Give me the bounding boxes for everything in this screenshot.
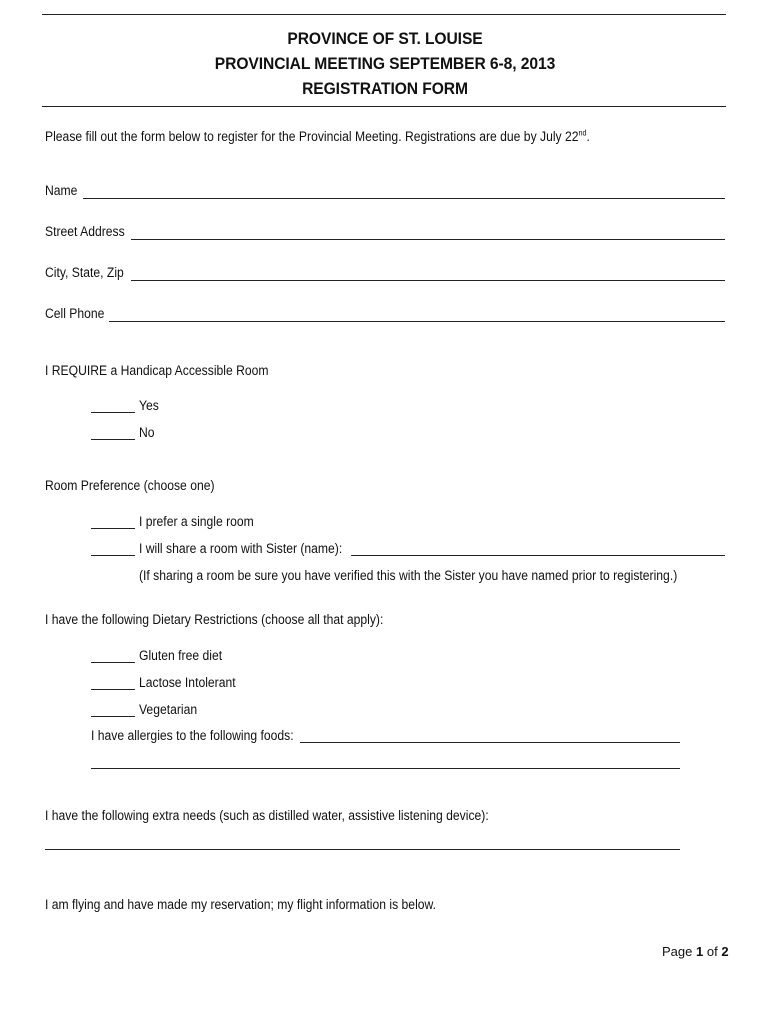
- extra-needs-question: I have the following extra needs (such as distilled water, assistive listening device):: [45, 808, 489, 823]
- gluten-free-label: Gluten free diet: [139, 648, 223, 663]
- single-room-blank[interactable]: [91, 528, 135, 529]
- vegetarian-label: Vegetarian: [139, 702, 198, 717]
- share-room-blank[interactable]: [91, 555, 135, 556]
- page-title-line1: PROVINCE OF ST. LOUISE: [287, 29, 483, 48]
- allergies-field-line2[interactable]: [91, 768, 680, 769]
- allergies-label: I have allergies to the following foods:: [91, 728, 294, 743]
- cell-phone-field[interactable]: [109, 321, 725, 322]
- city-state-zip-label: City, State, Zip: [45, 265, 124, 280]
- lactose-label: Lactose Intolerant: [139, 675, 236, 690]
- handicap-yes-blank[interactable]: [91, 412, 135, 413]
- single-room-label: I prefer a single room: [139, 514, 254, 529]
- page-title-line2: PROVINCIAL MEETING SEPTEMBER 6-8, 2013: [214, 54, 556, 73]
- handicap-no-blank[interactable]: [91, 439, 135, 440]
- allergies-field[interactable]: [300, 742, 680, 743]
- flight-text: I am flying and have made my reservation; my flight information is below.: [45, 897, 437, 912]
- intro-text: Please fill out the form below to register for the Provincial Meeting. Registrations are due by July 22nd.: [45, 128, 590, 144]
- sister-name-field[interactable]: [351, 555, 725, 556]
- street-address-field[interactable]: [131, 239, 725, 240]
- vegetarian-blank[interactable]: [91, 716, 135, 717]
- handicap-no-label: No: [139, 425, 155, 440]
- cell-phone-label: Cell Phone: [45, 306, 105, 321]
- name-label: Name: [45, 183, 78, 198]
- city-state-zip-field[interactable]: [131, 280, 725, 281]
- handicap-yes-label: Yes: [139, 398, 159, 413]
- extra-needs-field[interactable]: [45, 849, 680, 850]
- handicap-question: I REQUIRE a Handicap Accessible Room: [45, 363, 269, 378]
- lactose-blank[interactable]: [91, 689, 135, 690]
- name-field[interactable]: [83, 198, 725, 199]
- street-address-label: Street Address: [45, 224, 125, 239]
- gluten-free-blank[interactable]: [91, 662, 135, 663]
- header-rule: [42, 106, 726, 107]
- top-rule: [42, 14, 726, 15]
- share-room-note: (If sharing a room be sure you have verified this with the Sister you have named prior to registering.): [139, 568, 678, 583]
- dietary-question: I have the following Dietary Restrictions (choose all that apply):: [45, 612, 384, 627]
- page-number: Page 1 of 2: [662, 944, 729, 959]
- page-title-line3: REGISTRATION FORM: [302, 79, 468, 98]
- room-preference-question: Room Preference (choose one): [45, 478, 215, 493]
- share-room-label: I will share a room with Sister (name):: [139, 541, 343, 556]
